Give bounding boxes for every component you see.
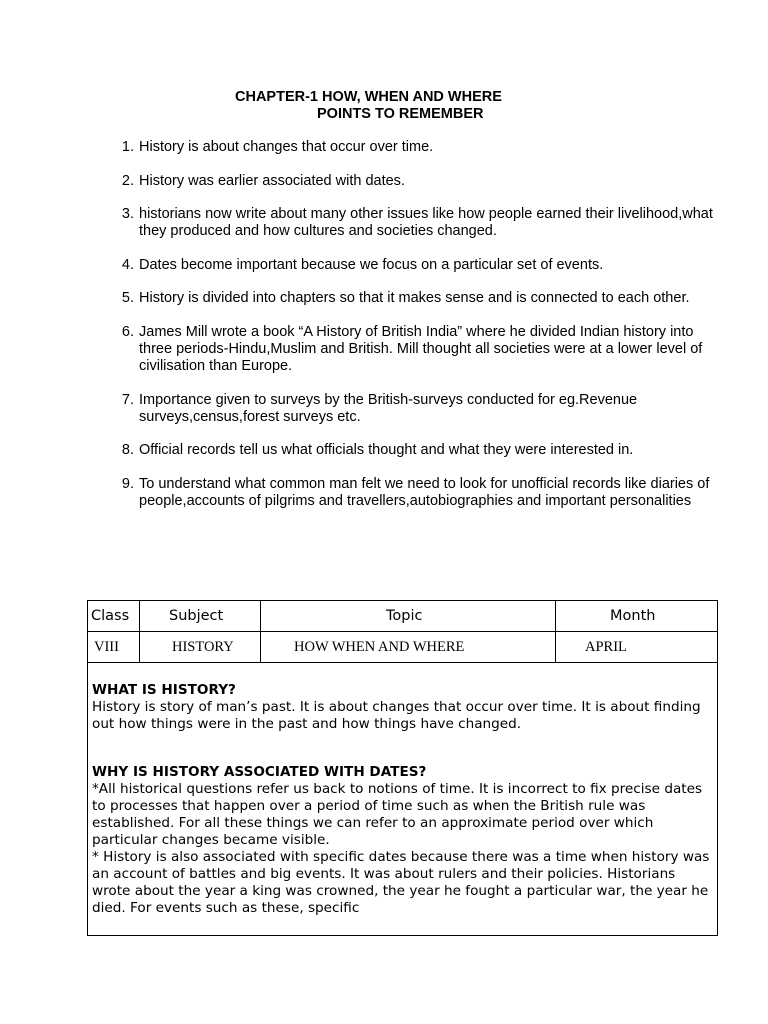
header-topic: Topic — [261, 601, 556, 631]
list-number: 6. — [121, 323, 134, 340]
list-number: 1. — [121, 139, 134, 155]
cell-topic: HOW WHEN AND WHERE — [261, 632, 556, 662]
list-item — [121, 475, 729, 510]
section-paragraph: History is story of man’s past. It is about changes that occur over time. It is about finding out how things were in the past and how things have changed. — [92, 699, 701, 732]
section-paragraph: * History is also associated with specific dates because there was a time when history was an account of battles and big events. It was about rulers and their policies. Historians wrote about the year a king was crowned, the year he fought a particular war, the year he died. For events such as these, specific — [92, 849, 710, 916]
list-item — [121, 172, 729, 190]
header-class: Class — [88, 601, 140, 631]
list-number: 3. — [121, 206, 134, 223]
list-item — [121, 139, 729, 156]
list-text: History was earlier associated with dates. — [139, 172, 405, 189]
points-list — [121, 139, 729, 526]
list-text: History is divided into chapters so that it makes sense and is connected to each other. — [139, 290, 690, 307]
table-header-row — [88, 601, 717, 632]
table-row — [88, 632, 717, 663]
list-text: Importance given to surveys by the British-surveys conducted for eg.Revenue surveys,census,forest surveys etc. — [139, 391, 638, 425]
list-text: History is about changes that occur over time. — [139, 139, 434, 155]
list-text: James Mill wrote a book “A History of British India” where he divided Indian history into three periods-Hindu,Muslim and British. Mill thought all societies were at a lower level of civilisation than Europe. — [139, 323, 703, 374]
list-text: Dates become important because we focus on a particular set of events. — [139, 256, 604, 273]
list-text: historians now write about many other issues like how people earned their livelihood,what they produced and how cultures and societies changed. — [139, 206, 713, 240]
notes-content — [92, 682, 716, 917]
list-text: To understand what common man felt we need to look for unofficial records like diaries of people,accounts of pilgrims and travellers,autobiographies and important personalities — [139, 475, 710, 509]
section-heading: WHY IS HISTORY ASSOCIATED WITH DATES? — [92, 764, 427, 780]
list-item — [121, 256, 729, 274]
chapter-title-line: CHAPTER-1 HOW, WHEN AND WHERE — [235, 89, 502, 105]
section-heading: WHAT IS HISTORY? — [92, 682, 236, 698]
header-subject: Subject — [140, 601, 261, 631]
section-paragraph: *All historical questions refer us back to notions of time. It is incorrect to fix precise dates to processes that happen over a period of time such as when the British rule was established. For all these things we can refer to an approximate period over which particular changes became visible. — [92, 781, 703, 848]
list-item — [121, 290, 729, 307]
list-number: 5. — [121, 290, 134, 307]
cell-subject: HISTORY — [140, 632, 261, 662]
lesson-table — [87, 600, 718, 936]
header-month: Month — [610, 608, 656, 624]
list-item — [121, 391, 729, 426]
cell-month: APRIL — [585, 638, 627, 655]
list-text: Official records tell us what officials thought and what they were interested in. — [139, 442, 634, 459]
list-item — [121, 323, 729, 375]
list-number: 8. — [121, 442, 134, 459]
list-item — [121, 442, 729, 459]
cell-class: VIII — [88, 632, 140, 662]
list-number: 7. — [121, 391, 134, 408]
list-number: 2. — [121, 172, 134, 189]
list-number: 4. — [121, 256, 134, 273]
list-item — [121, 206, 729, 240]
points-to-remember-heading: POINTS TO REMEMBER — [317, 106, 484, 122]
list-number: 9. — [121, 475, 134, 492]
